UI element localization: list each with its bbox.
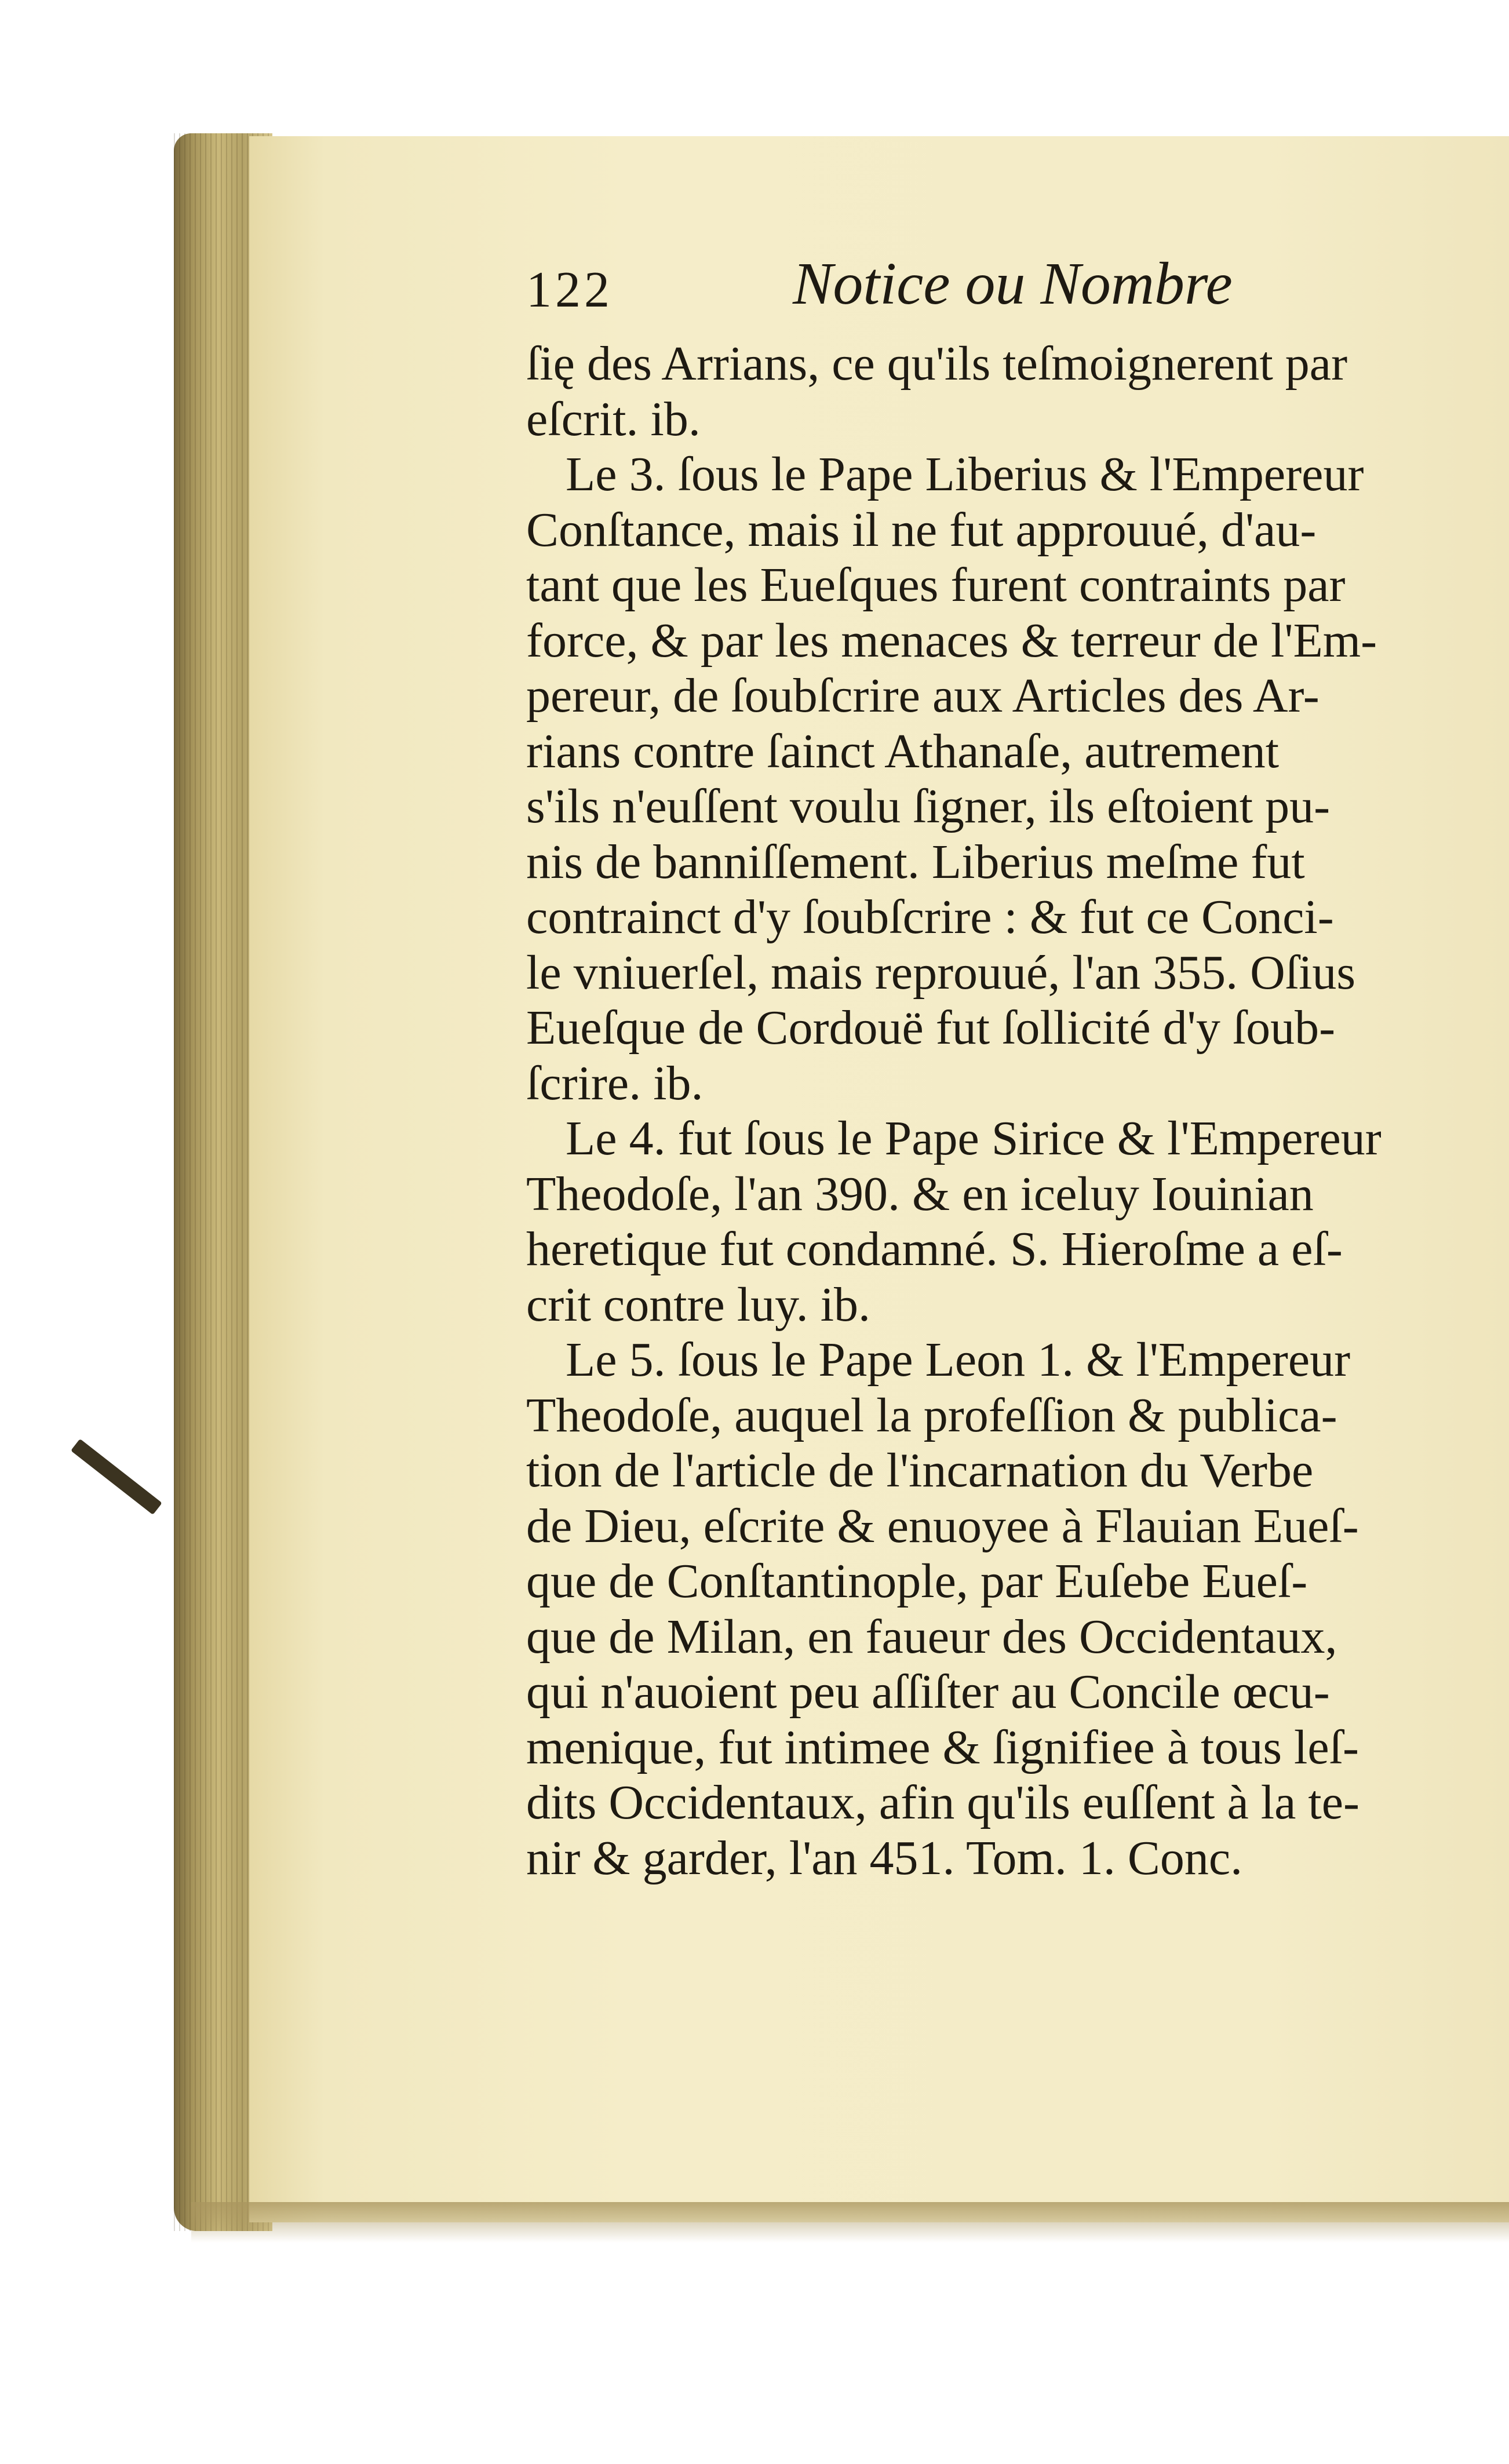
text-line: s'ils n'euſſent voulu ſigner, ils eſtoient pu- [526,779,1331,833]
text-line: Theodoſe, l'an 390. & en iceluy Iouinian [526,1167,1314,1221]
text-line: de Dieu, eſcrite & enuoyee à Flauian Eueſ- [526,1499,1359,1553]
running-title: Notice ou Nombre [793,250,1233,317]
text-line: ſię des Arrians, ce qu'ils teſmoignerent par [526,337,1348,391]
text-line: force, & par les menaces & terreur de l'Em- [526,613,1377,668]
page-number: 122 [526,262,613,318]
text-line: Theodoſe, auquel la profeſſion & publica- [526,1388,1337,1442]
text-line: que de Conſtantinople, par Euſebe Eueſ- [526,1554,1308,1608]
text-line: que de Milan, en faueur des Occidentaux, [526,1609,1337,1664]
text-line: nir & garder, l'an 451. Tom. 1. Conc. [526,1831,1243,1885]
text-line: nis de banniſſement. Liberius meſme fut [526,834,1305,889]
text-line: Conſtance, mais il ne fut approuué, d'au- [526,502,1317,557]
text-line: tant que les Eueſques furent contraints par [526,558,1346,612]
text-line: ſcrire. ib. [526,1056,704,1110]
text-line: rians contre ſainct Athanaſe, autrement [526,724,1280,778]
text-line: Eueſque de Cordouë fut ſollicité d'y ſoub- [526,1001,1336,1055]
text-line: crit contre luy. ib. [526,1277,871,1332]
text-line: heretique fut condamné. S. Hieroſme a eſ- [526,1222,1343,1276]
text-line: eſcrit. ib. [526,392,701,446]
text-line: le vniuerſel, mais reprouué, l'an 355. Oſius [526,945,1356,1000]
text-line: Le 4. fut ſous le Pape Sirice & l'Empereur [566,1111,1382,1165]
text-line: tion de l'article de l'incarnation du Verbe [526,1444,1314,1497]
text-line: dits Occidentaux, afin qu'ils euſſent à la te- [526,1776,1360,1829]
page-header [526,249,1482,330]
text-line: contrainct d'y ſoubſcrire : & fut ce Conci- [526,890,1334,944]
text-line: menique, fut intimee & ſignifiee à tous leſ- [526,1720,1359,1774]
bookmark-ribbon [71,1439,162,1515]
page-bottom-shadow [191,2202,1509,2243]
text-line: Le 3. ſous le Pape Liberius & l'Empereur [566,447,1364,501]
text-line: pereur, de ſoubſcrire aux Articles des Ar- [526,669,1320,723]
body-text [526,336,1488,1886]
text-line: qui n'auoient peu aſſiſter au Concile œcu- [526,1665,1330,1719]
text-line: Le 5. ſous le Pape Leon 1. & l'Empereur [566,1333,1351,1387]
